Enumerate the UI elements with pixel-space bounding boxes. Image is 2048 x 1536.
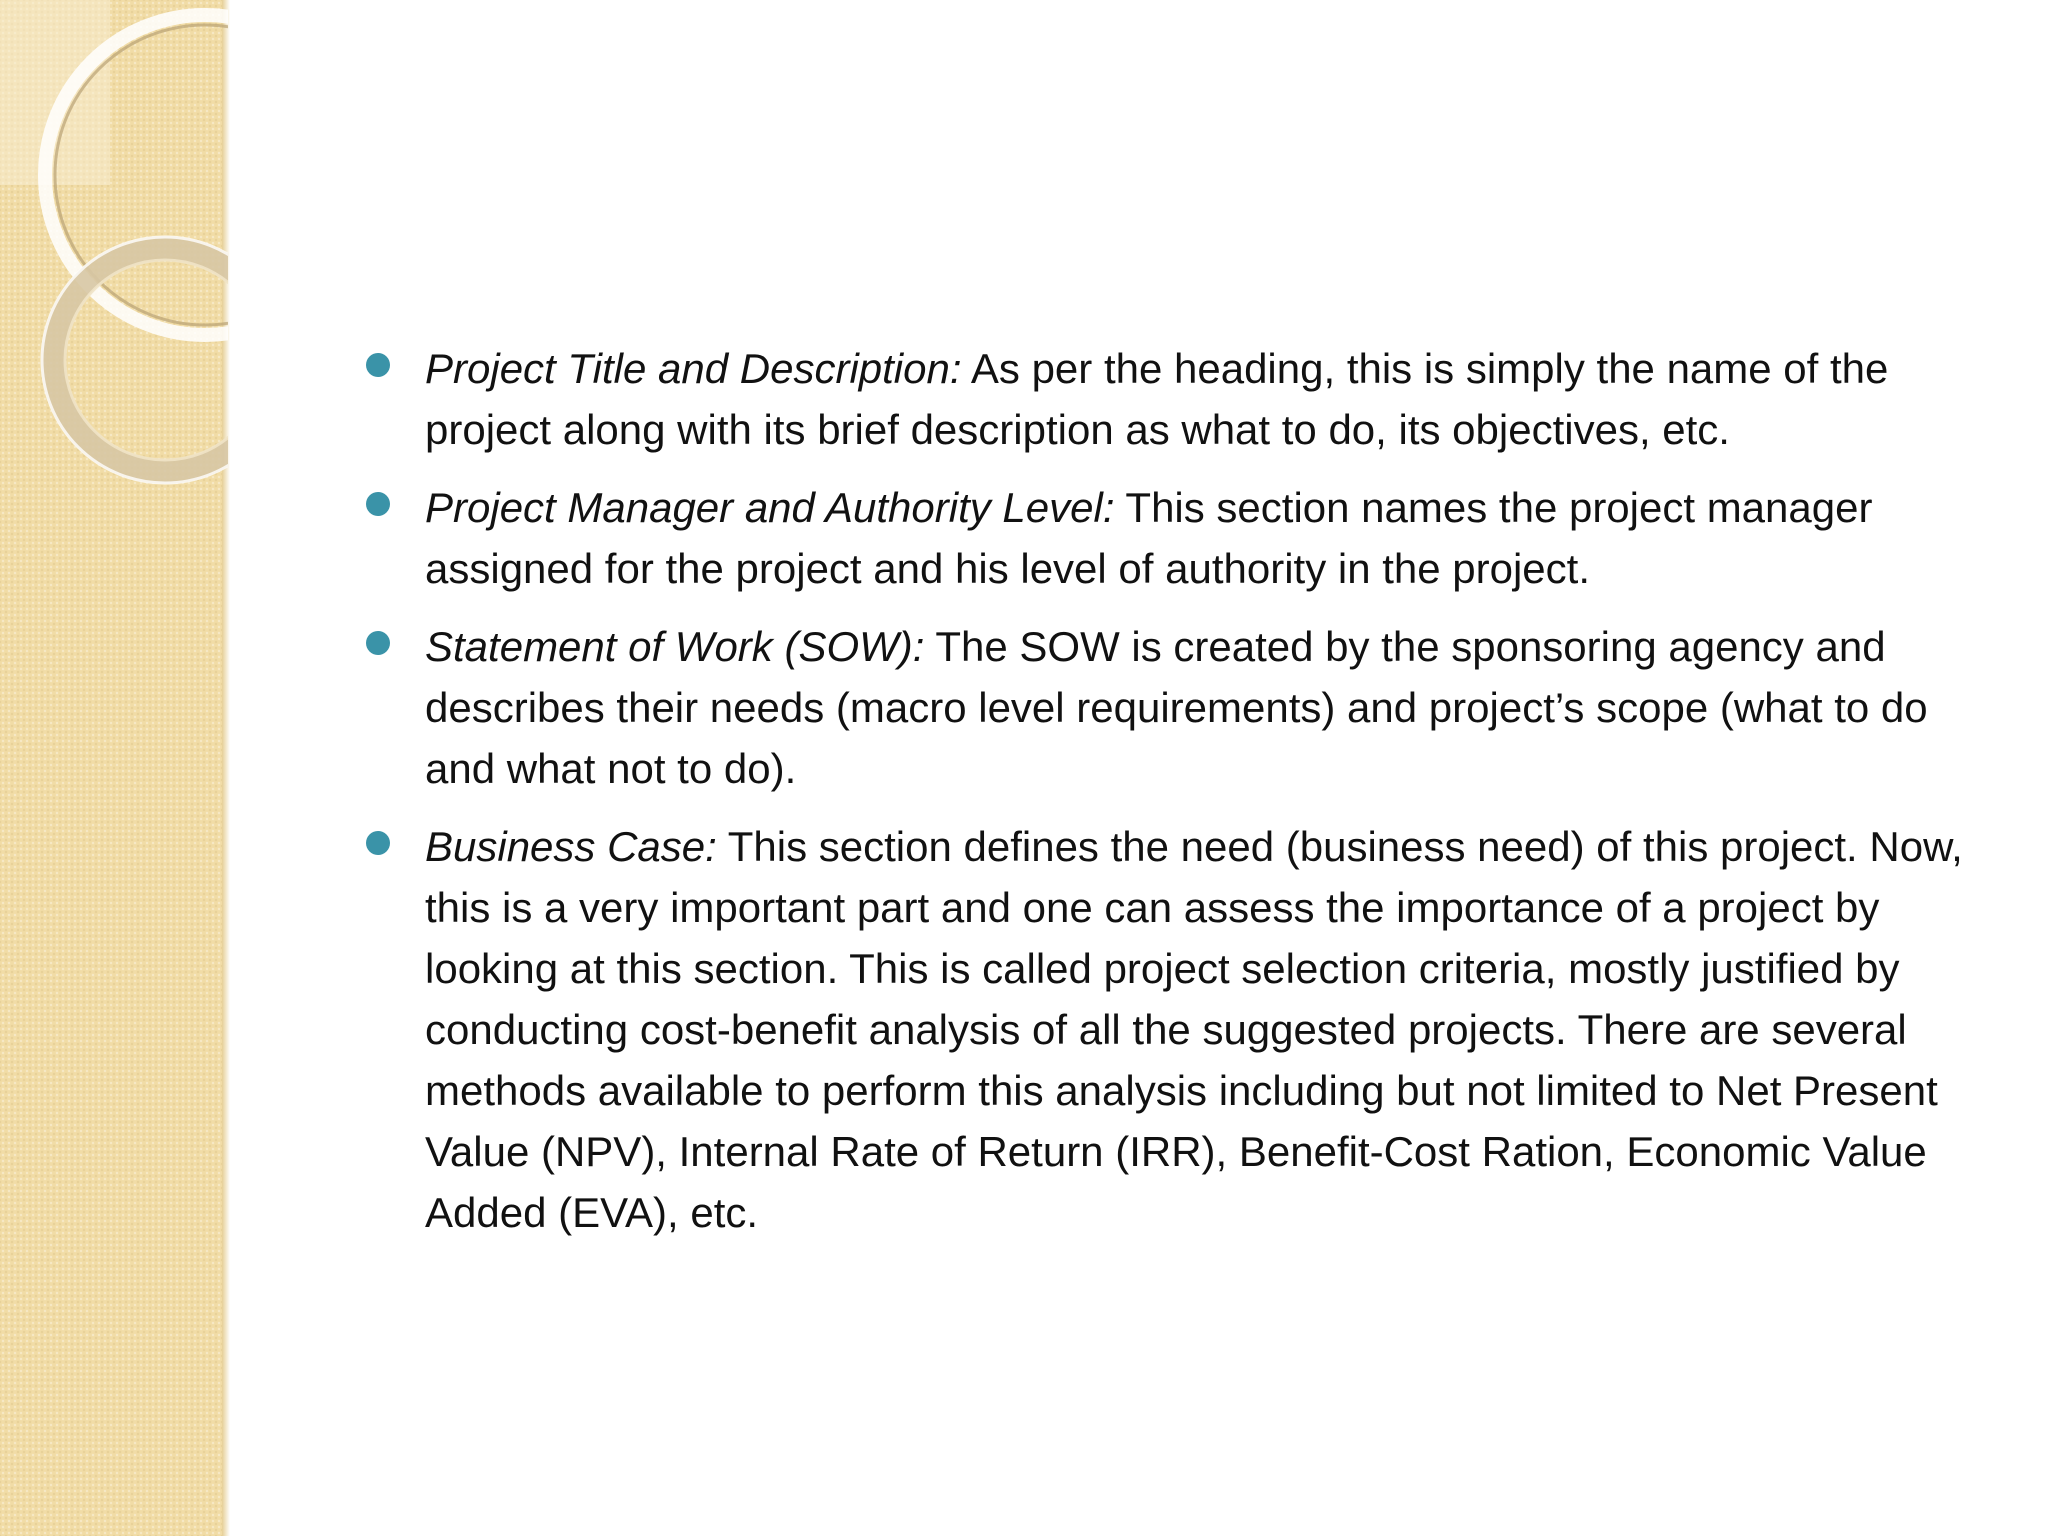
bullet-text: The SOW is created by the sponsoring agency and describes their needs (macro level requirements) and project’s scope (what to do and what not to do). bbox=[425, 623, 1928, 792]
decorative-rings bbox=[0, 0, 228, 520]
bullet-business-case bbox=[350, 816, 1990, 1243]
bullet-list bbox=[350, 338, 1990, 1260]
bullet-text: This section names the project manager assigned for the project and his level of authority in the project. bbox=[425, 484, 1873, 592]
bullet-dot-icon bbox=[366, 631, 390, 655]
bullet-dot-icon bbox=[366, 353, 390, 377]
bullet-text: This section defines the need (business need) of this project. Now, this is a very important part and one can assess the importance of a project by looking at this section. This is called project selection criteria, mostly justified by conducting cost-benefit analysis of all the suggested projects. There are several methods available to perform this analysis including but not limited to Net Present Value (NPV), Internal Rate of Return (IRR), Benefit-Cost Ration, Economic Value Added (EVA), etc. bbox=[425, 823, 1963, 1236]
bullet-term: Statement of Work (SOW): bbox=[425, 623, 925, 670]
bullet-dot-icon bbox=[366, 492, 390, 516]
bullet-term: Business Case: bbox=[425, 823, 717, 870]
bullet-project-title bbox=[350, 338, 1990, 460]
bullet-project-manager bbox=[350, 477, 1990, 599]
bullet-dot-icon bbox=[366, 831, 390, 855]
bullet-term: Project Title and Description: bbox=[425, 345, 962, 392]
bullet-term: Project Manager and Authority Level: bbox=[425, 484, 1115, 531]
bullet-text: As per the heading, this is simply the name of the project along with its brief description as what to do, its objectives, etc. bbox=[425, 345, 1889, 453]
bullet-statement-of-work bbox=[350, 616, 1990, 799]
